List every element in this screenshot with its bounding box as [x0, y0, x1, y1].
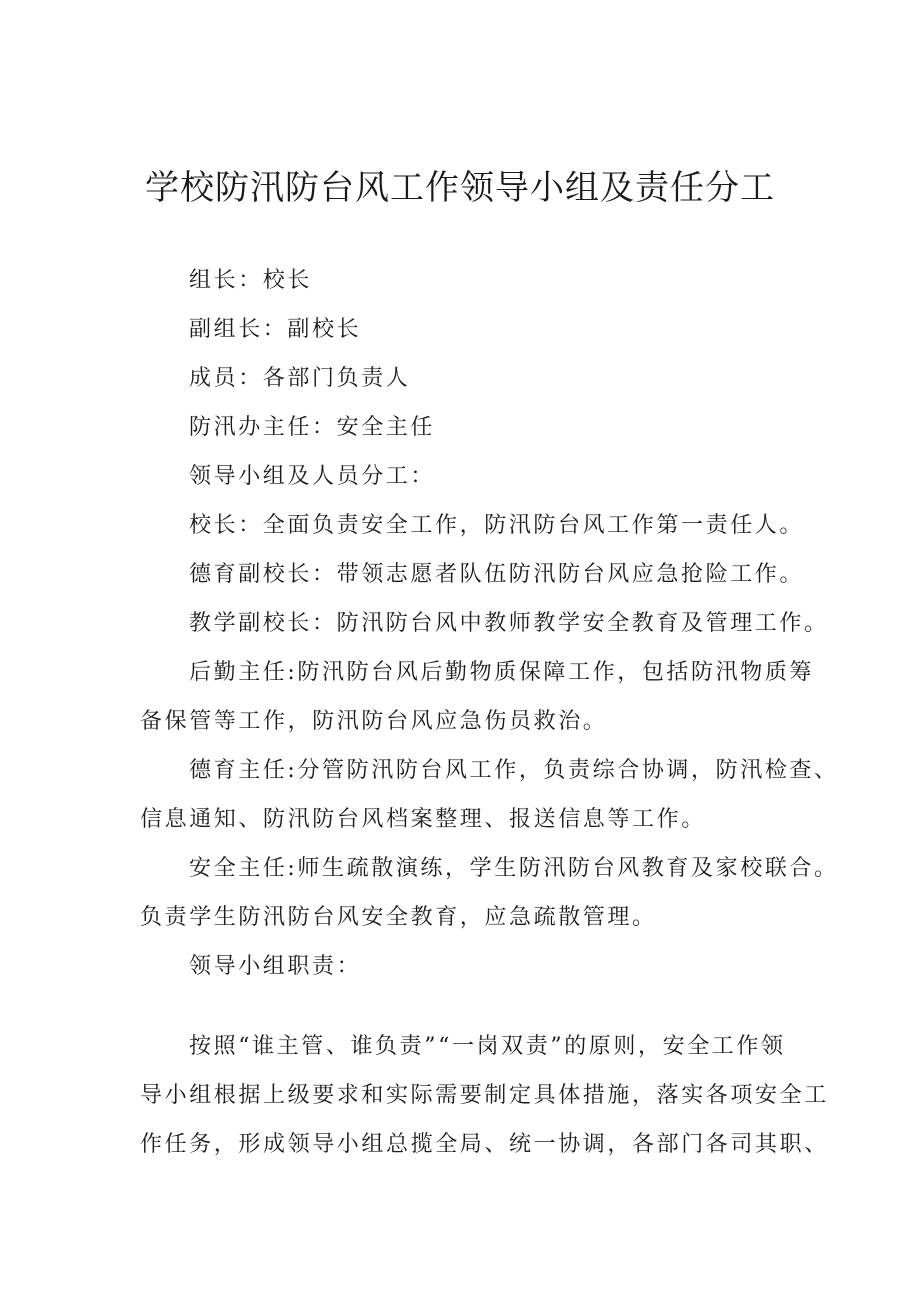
text-line-paragraph-1: 按照“谁主管、谁负责”“一岗双责”的原则，安全工作领 — [189, 1034, 786, 1059]
text-line-principal-duty: 校长：全面负责安全工作，防汛防台风工作第一责任人。 — [189, 513, 805, 538]
text-line-moral-director-duty-cont: 信息通知、防汛防台风档案整理、报送信息等工作。 — [140, 807, 706, 832]
text-line-deputy-leader: 副组长：副校长 — [189, 317, 362, 342]
text-line-paragraph-2: 导小组根据上级要求和实际需要制定具体措施，落实各项安全工 — [140, 1083, 829, 1108]
text-line-teaching-vice-duty: 教学副校长：防汛防台风中教师教学安全教育及管理工作。 — [189, 611, 829, 636]
text-line-safety-director-duty-cont: 负责学生防汛防台风安全教育，应急疏散管理。 — [140, 905, 657, 930]
text-line-logistics-duty-cont: 备保管等工作，防汛防台风应急伤员救治。 — [140, 709, 608, 734]
text-line-safety-director-duty: 安全主任:师生疏散演练，学生防汛防台风教育及家校联合。 — [189, 856, 839, 881]
text-line-responsibility-heading: 领导小组职责： — [189, 954, 362, 979]
text-line-members: 成员：各部门负责人 — [189, 366, 411, 391]
text-line-moral-vice-duty: 德育副校长：带领志愿者队伍防汛防台风应急抢险工作。 — [189, 562, 805, 587]
text-line-division-heading: 领导小组及人员分工： — [189, 464, 436, 489]
text-line-moral-director-duty: 德育主任:分管防汛防台风工作，负责综合协调，防汛检查、 — [189, 758, 839, 783]
text-line-paragraph-3: 作任务，形成领导小组总揽全局、统一协调，各部门各司其职、 — [140, 1132, 829, 1157]
document-title: 学校防汛防台风工作领导小组及责任分工 — [145, 168, 775, 208]
text-line-leader: 组长：校长 — [189, 268, 313, 293]
text-line-office-director: 防汛办主任：安全主任 — [189, 415, 436, 440]
text-line-logistics-duty: 后勤主任:防汛防台风后勤物质保障工作，包括防汛物质筹 — [189, 660, 815, 685]
